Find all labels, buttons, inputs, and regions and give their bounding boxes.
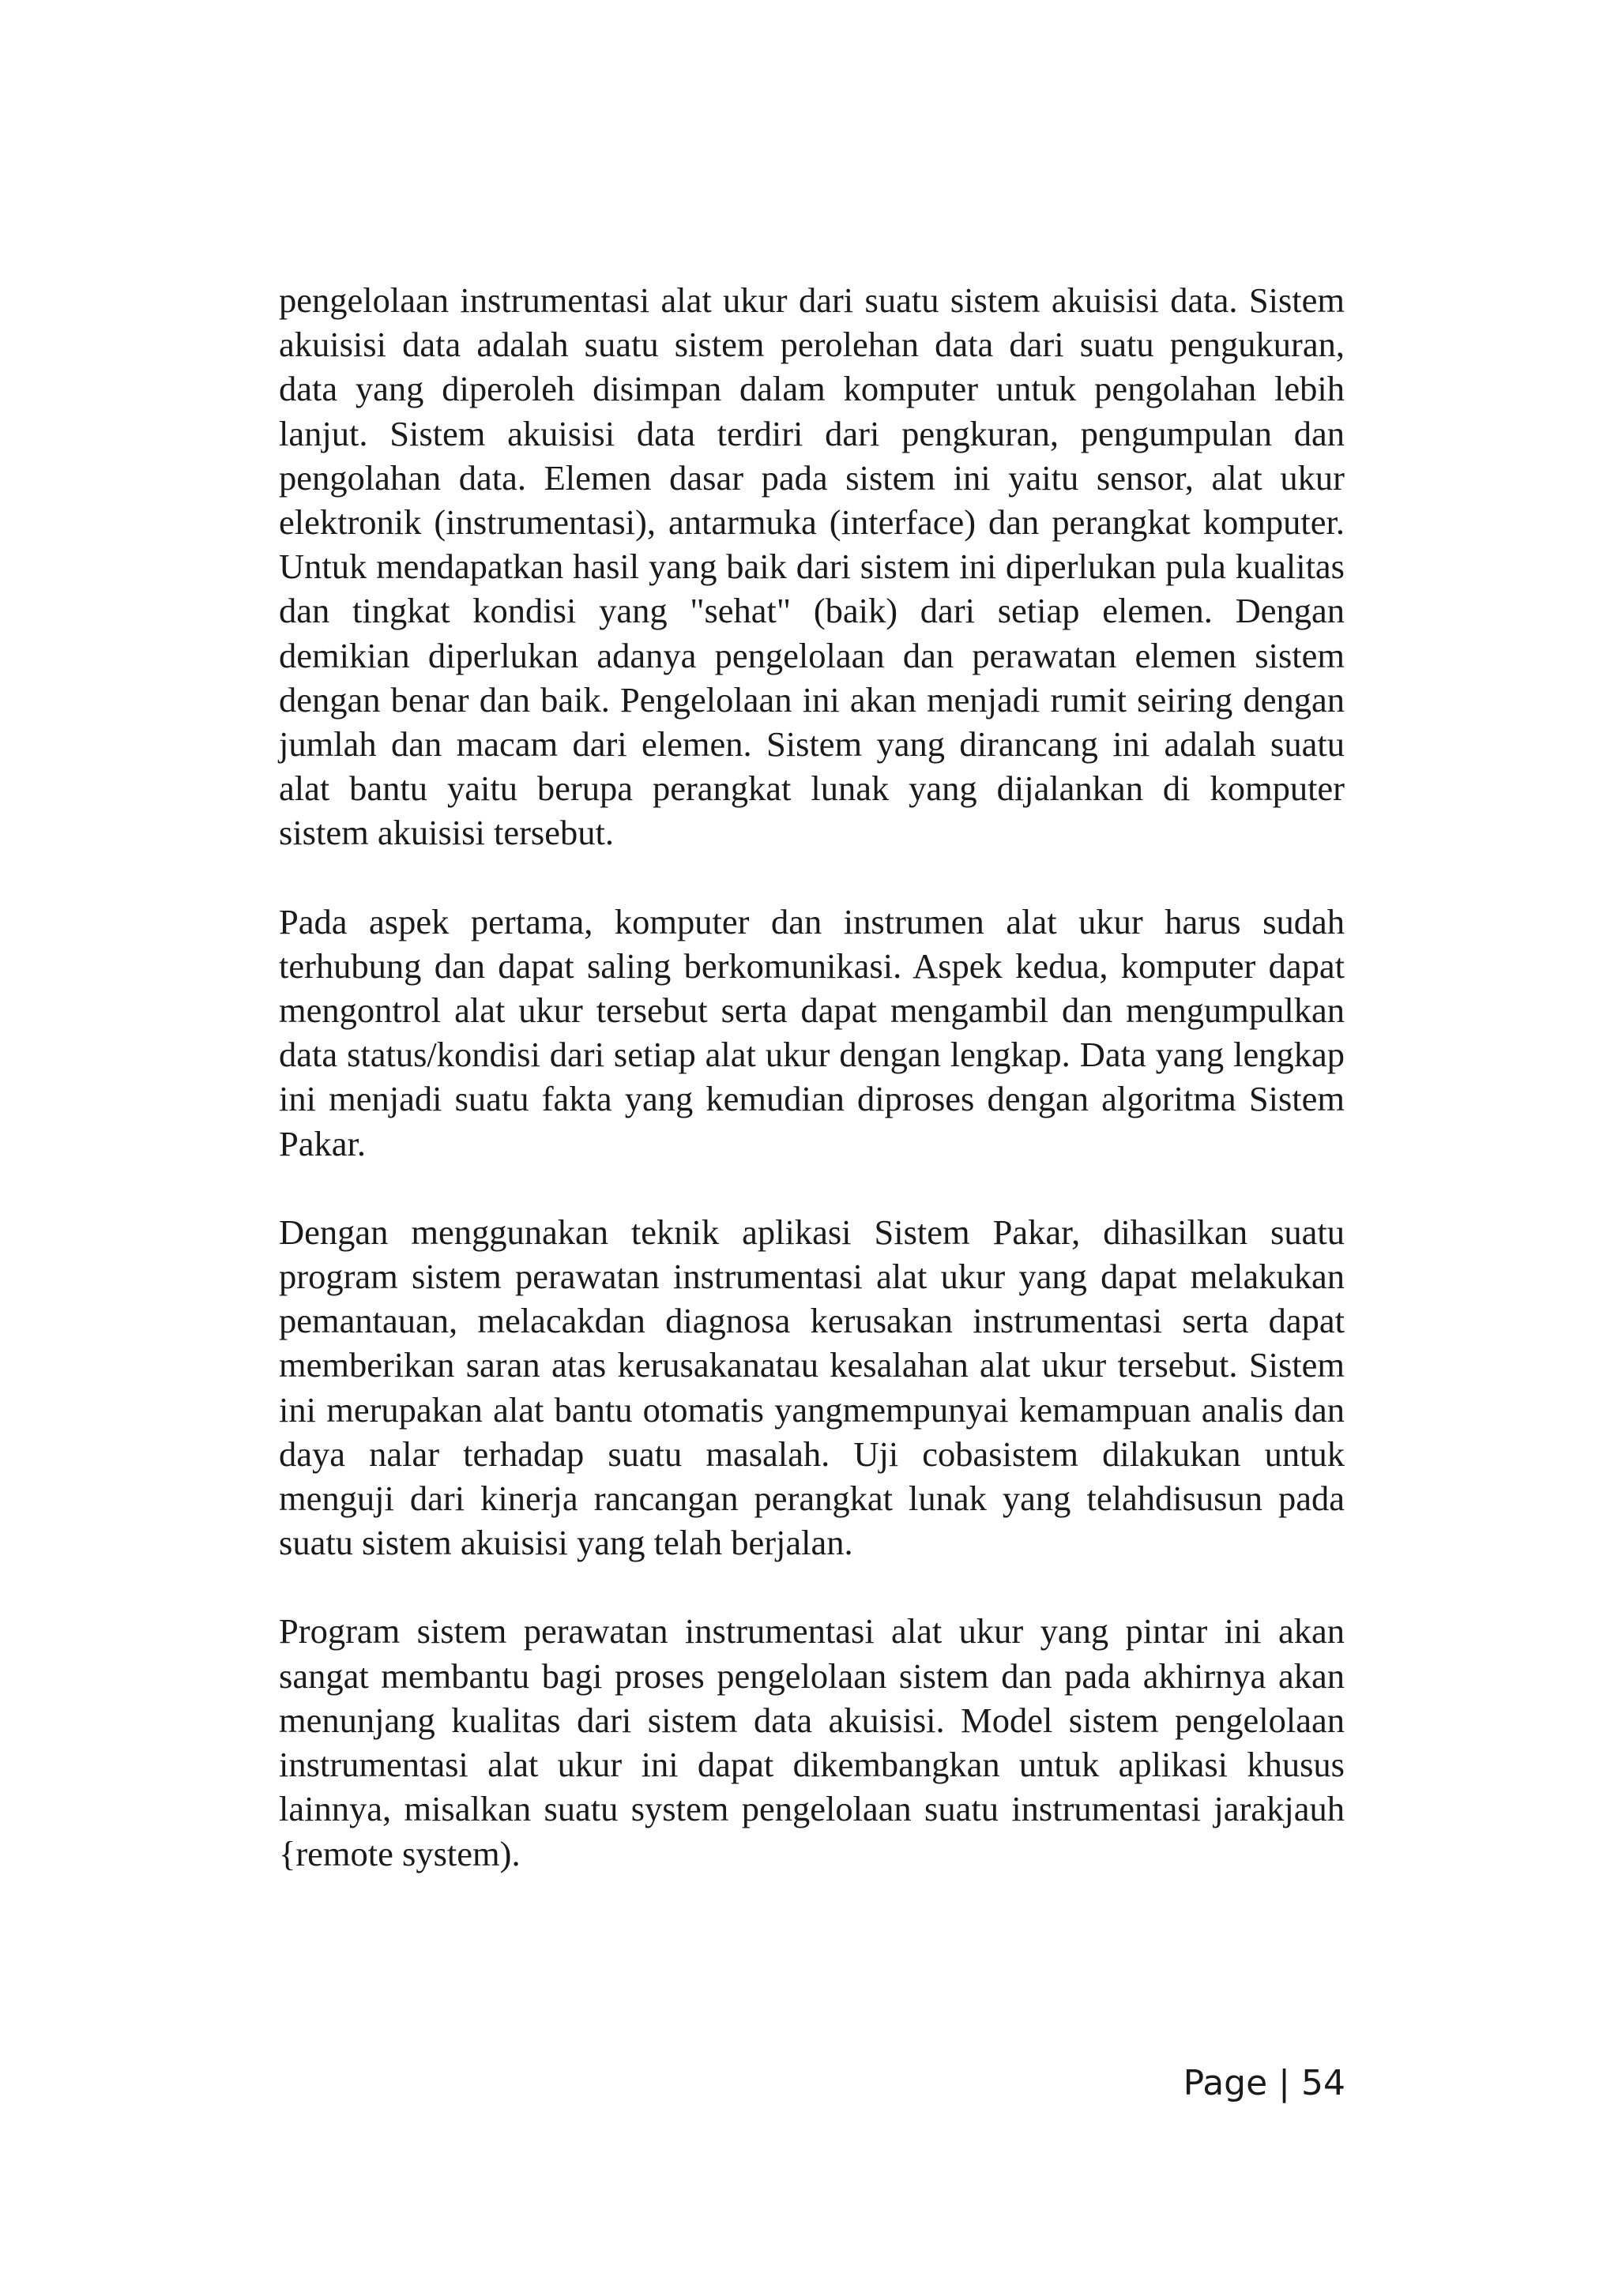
paragraph-3: Dengan menggunakan teknik aplikasi Sistem Pakar, dihasilkan suatu program sistem perawatan instrumentasi alat ukur yang dapat melakukan pemantauan, melacakdan diagnosa kerusakan instrumentasi serta dapat memberikan saran atas kerusakanatau kesalahan alat ukur tersebut. Sistem ini merupakan alat bantu otomatis yangmempunyai kemampuan analis dan daya nalar terhadap suatu masalah. Uji cobasistem dilakukan untuk menguji dari kinerja rancangan perangkat lunak yang telahdisusun pada suatu sistem akuisisi yang telah berjalan. [279, 1212, 1345, 1563]
paragraph-1: pengelolaan instrumentasi alat ukur dari suatu sistem akuisisi data. Sistem akuisisi data adalah suatu sistem perolehan data dari suatu pengukuran, data yang diperoleh disimpan dalam komputer untuk pengolahan lebih lanjut. Sistem akuisisi data terdiri dari pengkuran, pengumpulan dan pengolahan data. Elemen dasar pada sistem ini yaitu sensor, alat ukur elektronik (instrumentasi), antarmuka (interface) dan perangkat komputer. Untuk mendapatkan hasil yang baik dari sistem ini diperlukan pula kualitas dan tingkat kondisi yang "sehat" (baik) dari setiap elemen. Dengan demikian diperlukan adanya pengelolaan dan perawatan elemen sistem dengan benar dan baik. Pengelolaan ini akan menjadi rumit seiring dengan jumlah dan macam dari elemen. Sistem yang dirancang ini adalah suatu alat bantu yaitu berupa perangkat lunak yang dijalankan di komputer sistem akuisisi tersebut. [279, 280, 1345, 853]
body-text [279, 278, 1345, 1876]
page-separator: | [1278, 2063, 1290, 2103]
paragraph-2: Pada aspek pertama, komputer dan instrumen alat ukur harus sudah terhubung dan dapat saling berkomunikasi. Aspek kedua, komputer dapat mengontrol alat ukur tersebut serta dapat mengambil dan mengumpulkan data status/kondisi dari setiap alat ukur dengan lengkap. Data yang lengkap ini menjadi suatu fakta yang kemudian diproses dengan algoritma Sistem Pakar. [279, 901, 1345, 1163]
page-number: 54 [1301, 2063, 1345, 2103]
page-label: Page [1183, 2063, 1268, 2103]
page-footer [1183, 2061, 1345, 2106]
paragraph-4: Program sistem perawatan instrumentasi alat ukur yang pintar ini akan sangat membantu bagi proses pengelolaan sistem dan pada akhirnya akan menunjang kualitas dari sistem data akuisisi. Model sistem pengelolaan instrumentasi alat ukur ini dapat dikembangkan untuk aplikasi khusus lainnya, misalkan suatu system pengelolaan suatu instrumentasi jarakjauh {remote system). [279, 1611, 1345, 1873]
